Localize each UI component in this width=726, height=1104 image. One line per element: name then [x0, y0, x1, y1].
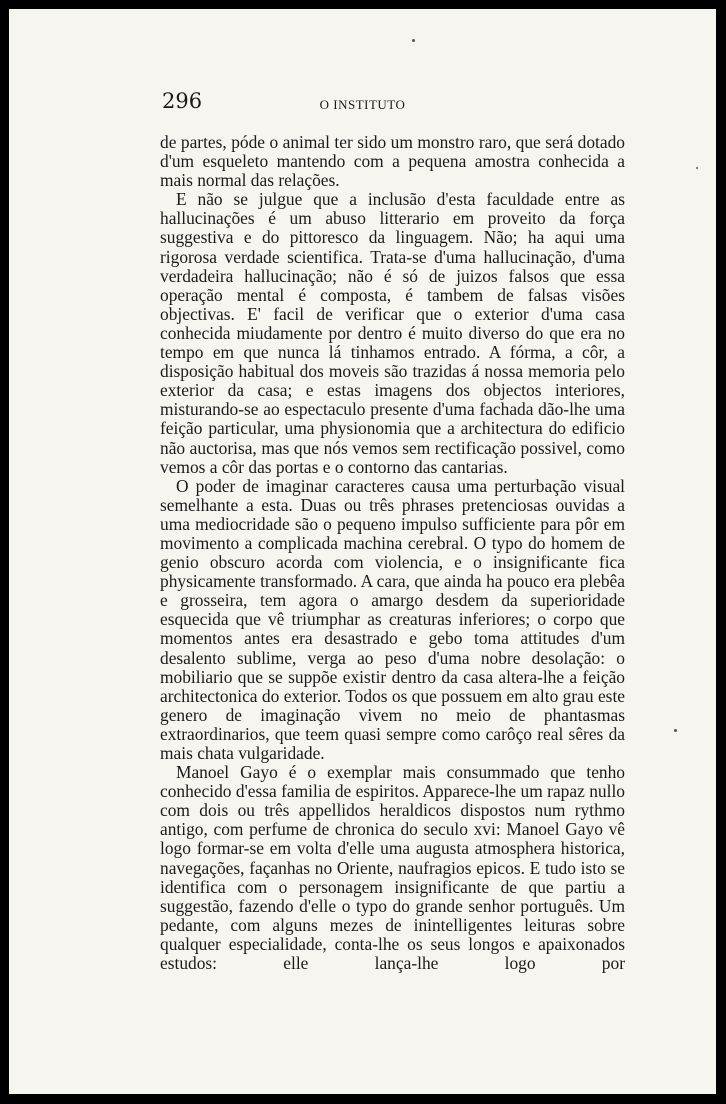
page-number: 296 — [162, 89, 203, 113]
running-title: O INSTITUTO — [319, 97, 406, 112]
paper-speck — [674, 729, 677, 732]
paragraph-2: E não se julgue que a inclusão d'esta faculdade entre as hallucinações é um abuso litterario em proveito da força suggestiva e do pittoresco da linguagem. Não; ha aqui uma rigorosa verdade scientifica. Trata-se d'uma hallucinação, d'uma verdadeira hallucinação; não é só de juizos falsos que essa operação mental é composta, é tambem de falsas visões objectivas. E' facil de verificar que o exterior d'uma casa conhecida miudamente por dentro é muito diverso do que era no tempo em que nunca lá tinhamos entrado. A fórma, a côr, a disposição habitual dos moveis são trazidas á nossa memoria pelo exterior da casa; e estas imagens dos objectos interiores, misturando-se ao espectaculo presente d'uma fachada dão-lhe uma feição particular, uma physionomia que a architectura do edificio não auctorisa, mas que nós vemos sem rectificação possivel, como vemos a côr das portas e o contorno das cantarias. — [160, 189, 625, 477]
book-page — [9, 9, 716, 1094]
paragraph-3: O poder de imaginar caracteres causa uma perturbação visual semelhante a esta. Duas ou três phrases pretenciosas ouvidas a uma mediocridade são o pequeno impulso sufficiente para pôr em movimento a complicada machina cerebral. O typo do homem de genio obscuro acorda com violencia, e o insignificante fica physicamente transformado. A cara, que ainda ha pouco era plebêa e grosseira, tem agora o amargo desdem da superioridade esquecida que vê triumphar as creaturas inferiores; o corpo que momentos antes era desastrado e gebo toma attitudes d'um desalento sublime, verga ao peso d'uma nobre desolação: o mobiliario que se suppõe existir dentro da casa altera-lhe a feição architectonica do exterior. Todos os que possuem em alto grau este genero de imaginação vivem no meio de phantasmas extraordinarios, que teem quasi sempre como carôço real sêres da mais chata vulgaridade. — [160, 475, 625, 763]
paragraph-1: de partes, póde o animal ter sido um monstro raro, que será dotado d'um esqueleto mantendo com a pequena amostra conhecida a mais normal das relações. — [160, 132, 625, 191]
paper-speck — [696, 167, 698, 169]
paper-speck — [412, 39, 415, 42]
body-text — [160, 133, 625, 973]
paragraph-4: Manoel Gayo é o exemplar mais consummado que tenho conhecido d'essa familia de espiritos. Apparece-lhe um rapaz nullo com dois ou três appellidos heraldicos dispostos num rythmo antigo, com perfume de chronica do seculo xvi: Manoel Gayo vê logo formar-se em volta d'elle uma augusta atmosphera historica, navegações, façanhas no Oriente, naufragios epicos. E tudo isto se identifica com o personagem insignificante de que partiu a suggestão, fazendo d'elle o typo do grande senhor português. Um pedante, com alguns mezes de inintelligentes leituras sobre qualquer especialidade, conta-lhe os seus longos e apaixonados estudos: elle lança-lhe logo por — [160, 762, 625, 974]
